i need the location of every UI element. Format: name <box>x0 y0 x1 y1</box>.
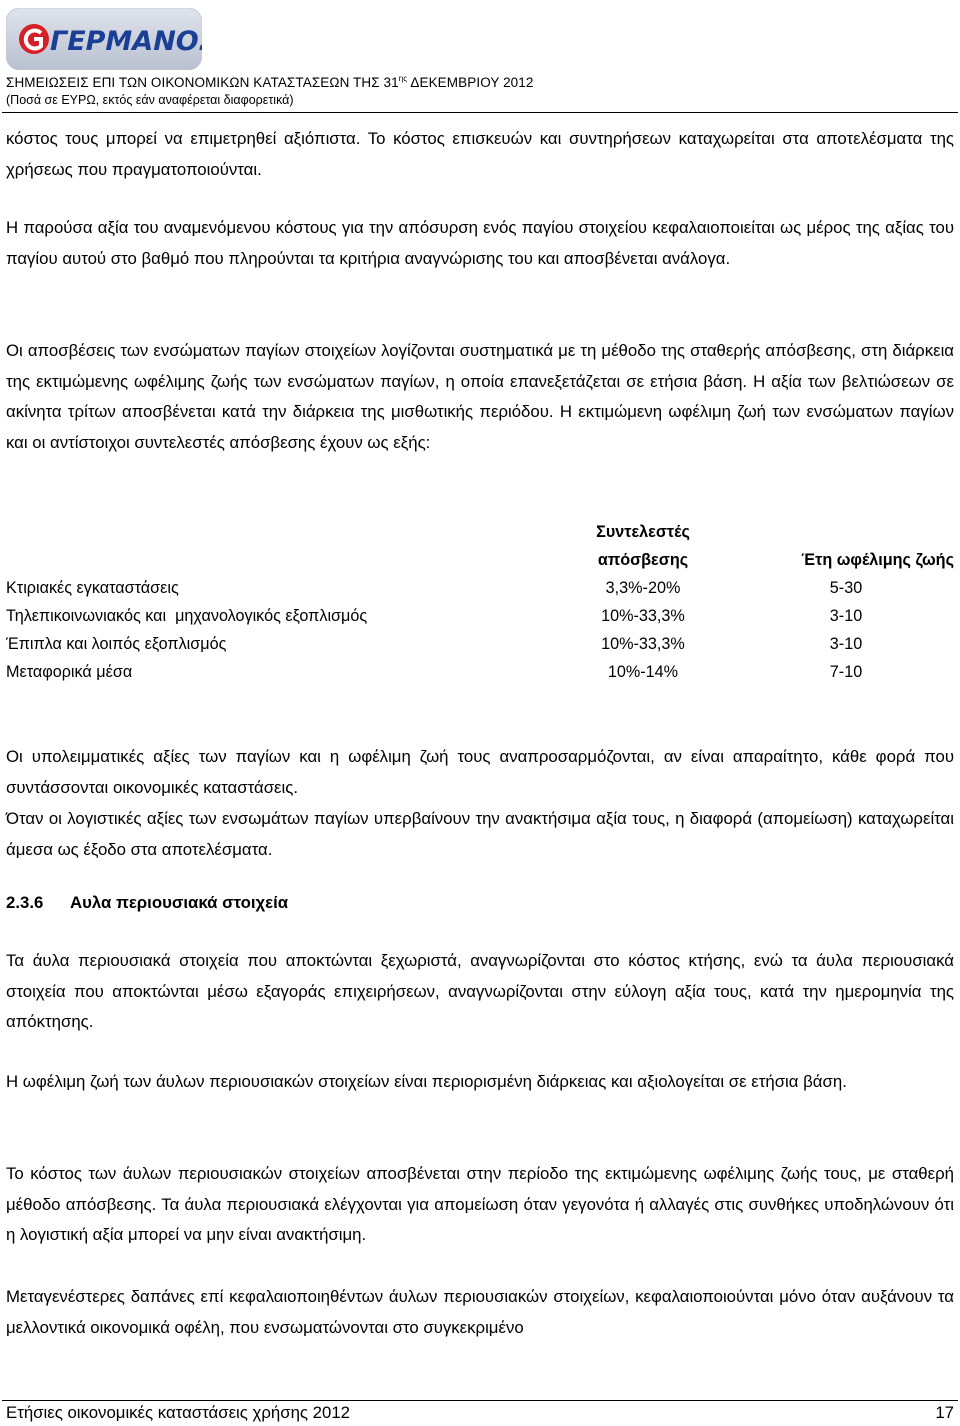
paragraph: κόστος τους μπορεί να επιμετρηθεί αξιόπιστα. Το κόστος επισκευών και συντηρήσεων καταχωρείται στα αποτελέσματα της χρήσεως που πραγματοποιούνται. <box>6 129 954 179</box>
asset-name: Τηλεπικοινωνιακός και μηχανολογικός εξοπλισμός <box>6 607 368 625</box>
paragraph: Μεταγενέστερες δαπάνες επί κεφαλαιοποιηθέντων άυλων περιουσιακών στοιχείων, κεφαλαιοποιούνται μόνο όταν αυξάνουν τα μελλοντικά οικονομικά οφέλη, που ενσωματώνονται στο συγκεκριμένο <box>6 1287 954 1337</box>
asset-name: Κτιριακές εγκαταστάσεις <box>6 579 179 597</box>
useful-life: 3-10 <box>829 607 863 625</box>
paragraph: Η ωφέλιμη ζωή των άυλων περιουσιακών στοιχείων είναι περιορισμένη διάρκειας και αξιολογείται σε ετήσια βάση. <box>6 1072 847 1091</box>
footer-divider <box>2 1400 958 1401</box>
paragraph: Η παρούσα αξία του αναμενόμενου κόστους για την απόσυρση ενός παγίου στοιχείου κεφαλαιοποιείται ως μέρος της αξίας του παγίου αυτού στο βαθμό που πληρούνται τα κριτήρια αναγνώρισης του και αποσβένεται ανάλογα. <box>6 218 954 268</box>
useful-life: 5-30 <box>829 579 863 597</box>
paragraph: Οι αποσβέσεις των ενσώματων παγίων στοιχείων λογίζονται συστηματικά με τη μέθοδο της σταθερής απόσβεσης, στη διάρκεια της εκτιμώμενης ωφέλιμης ζωής των ενσώματων παγίων, η οποία επανεξετάζεται σε ετήσια βάση. Η αξία των βελτιώσεων σε ακίνητα τρίτων αποσβένεται κατά την διάρκεια της μισθωτικής περιόδου. Η εκτιμώμενη ωφέλιμη ζωή των ενσώματων παγίων και οι αντίστοιχοι συντελεστές απόσβεσης έχουν ως εξής: <box>6 341 954 452</box>
paragraph: Οι υπολειμματικές αξίες των παγίων και η ωφέλιμη ζωή τους αναπροσαρμόζονται, αν είναι απαραίτητο, κάθε φορά που συντάσσονται οικονομικές καταστάσεις. <box>6 747 954 797</box>
useful-life: 3-10 <box>829 635 863 653</box>
header-divider <box>2 112 958 113</box>
paragraph: Τα άυλα περιουσιακά στοιχεία που αποκτώνται ξεχωριστά, αναγνωρίζονται στο κόστος κτήσης, ενώ τα άυλα περιουσιακά στοιχεία που αποκτώνται μέσω εξαγοράς επιχειρήσεων, αναγνωρίζονται στην εύλογη αξία τους, κατά την ημερομηνία της απόκτησης. <box>6 951 954 1031</box>
col-header-life: Έτη ωφέλιμης ζωής <box>801 551 954 569</box>
paragraph: Το κόστος των άυλων περιουσιακών στοιχείων αποσβένεται στην περίοδο της εκτιμώμενης ωφέλιμης ζωής τους, με σταθερή μέθοδο απόσβεσης. Τα άυλα περιουσιακά ελέγχονται για απομείωση όταν γεγονότα ή αλλαγές στις συνθήκες υποδηλώνουν ότι η λογιστική αξία μπορεί να μην είναι ανακτήσιμη. <box>6 1164 954 1244</box>
col-header-rate-line1: Συντελεστές <box>596 523 690 541</box>
section-heading <box>6 893 288 913</box>
table-header-row <box>6 546 954 574</box>
table-header-row <box>6 518 954 546</box>
table-row <box>6 630 954 658</box>
paragraph: Όταν οι λογιστικές αξίες των ενσωμάτων παγίων υπερβαίνουν την ανακτήσιμα αξία τους, η διαφορά (απομείωση) καταχωρείται άμεσα ως έξοδο στα αποτελέσματα. <box>6 809 954 859</box>
table-row <box>6 658 954 686</box>
svg-text:ΓΕΡΜΑΝΟΣ: ΓΕΡΜΑΝΟΣ <box>50 26 202 57</box>
depreciation-rate: 10%-14% <box>607 663 679 681</box>
section-number: 2.3.6 <box>6 893 44 912</box>
asset-name: Μεταφορικά μέσα <box>6 663 133 681</box>
depreciation-rate: 10%-33,3% <box>601 635 685 653</box>
table-row <box>6 574 954 602</box>
col-header-rate-line2: απόσβεσης <box>597 551 689 569</box>
report-subtitle: (Ποσά σε ΕΥΡΩ, εκτός εάν αναφέρεται διαφορετικά) <box>6 93 294 107</box>
useful-life: 7-10 <box>829 663 863 681</box>
page-number: 17 <box>935 1403 954 1422</box>
asset-name: Έπιπλα και λοιπός εξοπλισμός <box>6 635 227 653</box>
section-title: Αυλα περιουσιακά στοιχεία <box>70 893 289 912</box>
depreciation-rate: 10%-33,3% <box>601 607 685 625</box>
table-row <box>6 602 954 630</box>
report-title: ΣΗΜΕΙΩΣΕΙΣ ΕΠΙ ΤΩΝ ΟΙΚΟΝΟΜΙΚΩΝ ΚΑΤΑΣΤΑΣΕΩΝ ΤΗΣ $31^{\eta\varsigma}$ ΔΕΚΕΜΒΡΙΟΥ 2012 <box>6 74 534 90</box>
depreciation-rate: 3,3%-20% <box>605 579 681 597</box>
company-logo <box>6 8 202 70</box>
footer-title: Ετήσιες οικονομικές καταστάσεις χρήσης 2012 <box>6 1403 350 1422</box>
